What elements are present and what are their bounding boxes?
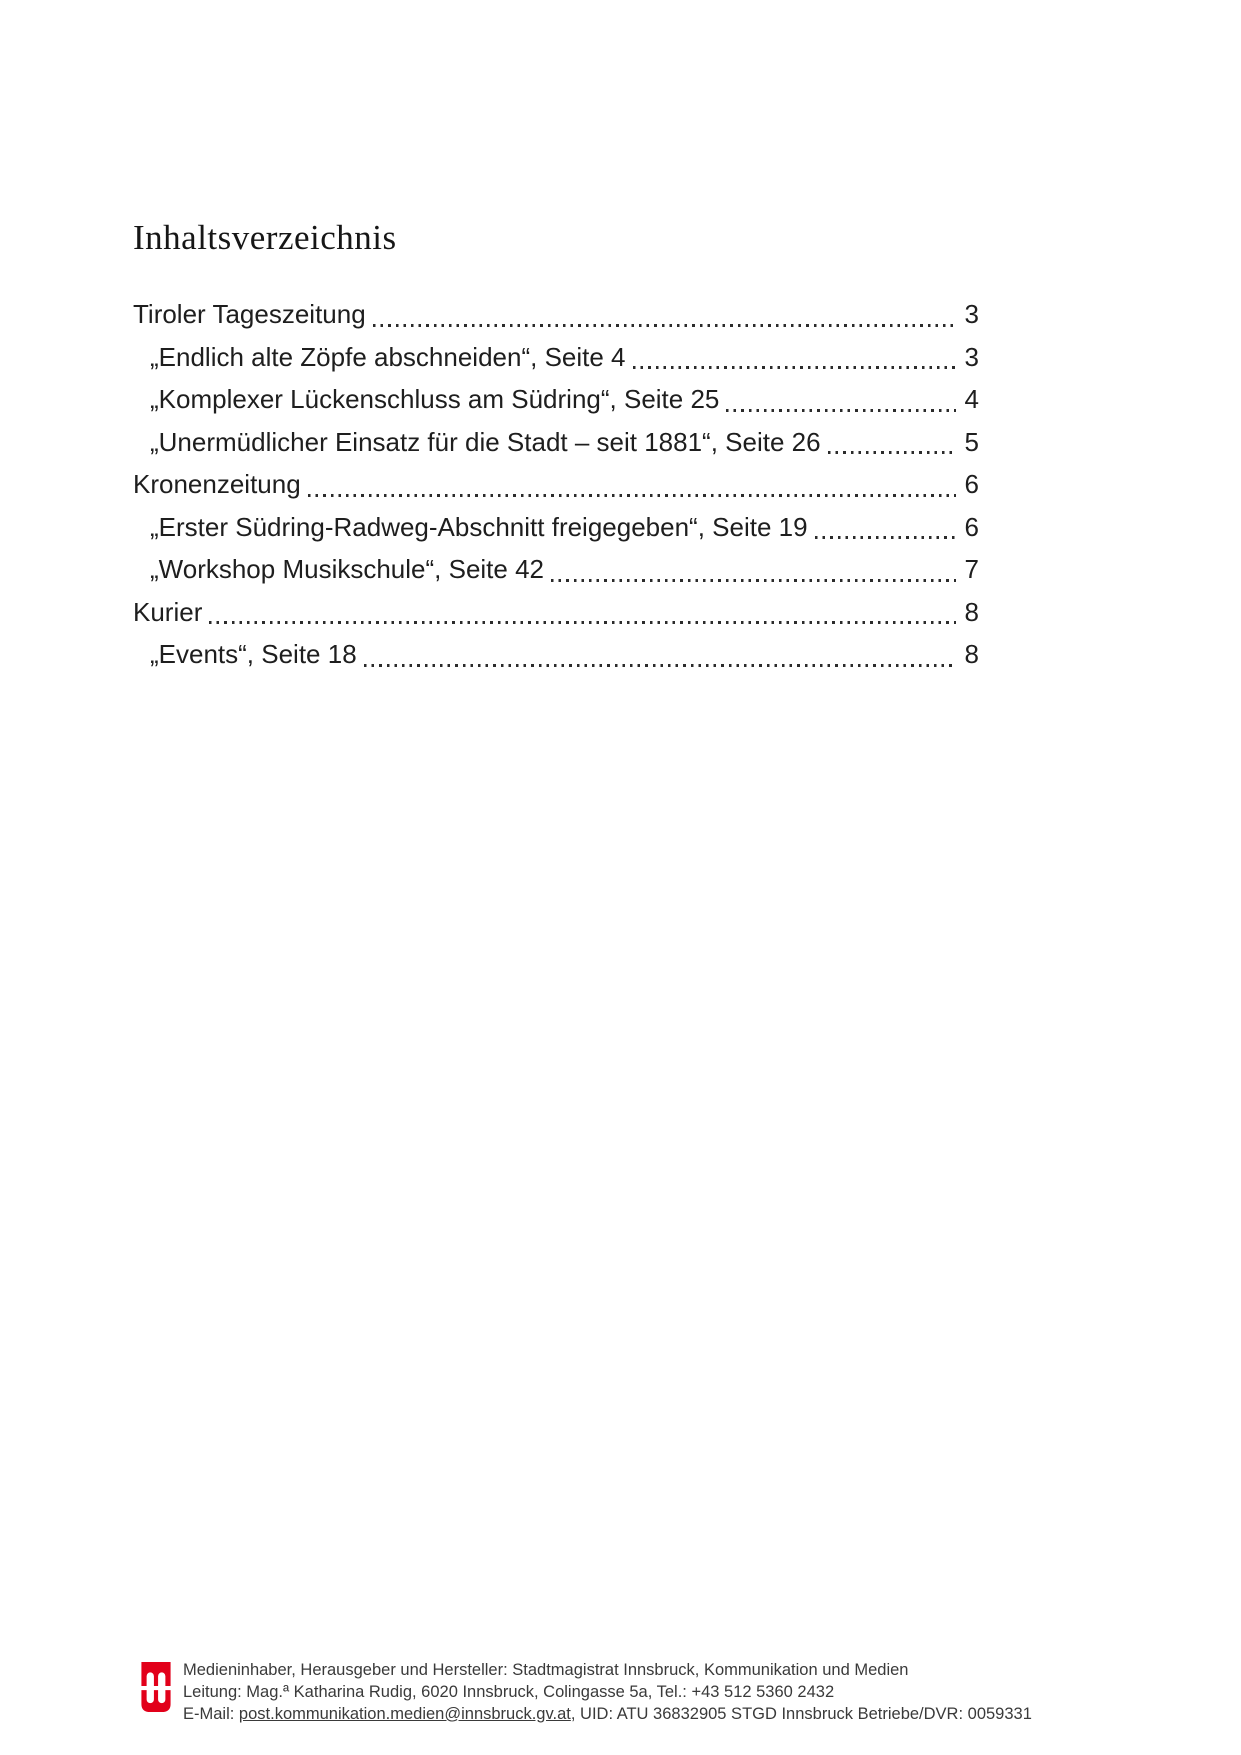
dotted-leader [551, 579, 956, 582]
dotted-leader [726, 409, 956, 412]
innsbruck-coat-of-arms-icon [141, 1662, 171, 1712]
toc-entry[interactable] [133, 506, 979, 549]
dotted-leader [364, 664, 956, 667]
toc-entry-page-number: 3 [964, 299, 979, 329]
toc-entry-label: „Komplexer Lückenschluss am Südring“, Seite 25 [150, 384, 720, 414]
toc-entry[interactable] [133, 378, 979, 421]
toc-entry-label: „Endlich alte Zöpfe abschneiden“, Seite 4 [150, 341, 626, 372]
toc-list [133, 293, 979, 676]
toc-entry[interactable] [133, 548, 979, 591]
footer-email-prefix: E-Mail: [183, 1704, 239, 1723]
toc-entry-label: „Workshop Musikschule“, Seite 42 [150, 554, 545, 584]
toc-entry-page-number: 5 [964, 426, 979, 457]
dotted-leader [308, 494, 956, 497]
toc-entry-label: „Erster Südring-Radweg-Abschnitt freigegeben“, Seite 19 [150, 511, 808, 542]
page-title: Inhaltsverzeichnis [133, 218, 397, 257]
toc-entry-page-number: 3 [964, 341, 979, 372]
toc-entry-page-number: 8 [964, 596, 979, 627]
footer-line-address: Leitung: Mag.ª Katharina Rudig, 6020 Innsbruck, Colingasse 5a, Tel.: +43 512 5360 2432 [183, 1682, 835, 1701]
toc-entry-page-number: 6 [964, 469, 979, 499]
footer-uid-text: , UID: ATU 36832905 STGD Innsbruck Betriebe/DVR: 0059331 [570, 1704, 1032, 1723]
footer-line-publisher: Medieninhaber, Herausgeber und Hersteller: Stadtmagistrat Innsbruck, Kommunikation und Medien [183, 1661, 909, 1679]
toc-entry-label: „Events“, Seite 18 [150, 639, 357, 669]
toc-entry[interactable] [133, 421, 979, 464]
toc-entry[interactable] [133, 463, 979, 506]
dotted-leader [815, 536, 956, 539]
dotted-leader [828, 451, 956, 454]
toc-entry-page-number: 7 [964, 554, 979, 584]
toc-entry-page-number: 4 [964, 384, 979, 414]
toc-entry[interactable] [133, 633, 979, 676]
toc-entry-label: Tiroler Tageszeitung [133, 299, 366, 329]
dotted-leader [373, 324, 956, 327]
toc-entry[interactable] [133, 293, 979, 336]
dotted-leader [209, 621, 956, 624]
footer-imprint [183, 1660, 1032, 1725]
email-link[interactable]: post.kommunikation.medien@innsbruck.gv.at [238, 1704, 571, 1723]
toc-entry[interactable] [133, 336, 979, 379]
toc-entry[interactable] [133, 591, 979, 634]
dotted-leader [633, 366, 956, 369]
toc-entry-label: Kurier [133, 596, 203, 627]
page-footer [141, 1660, 1032, 1725]
toc-entry-label: Kronenzeitung [133, 469, 301, 499]
toc-entry-label: „Unermüdlicher Einsatz für die Stadt – seit 1881“, Seite 26 [150, 426, 821, 457]
footer-line-contact [183, 1704, 1032, 1726]
toc-entry-page-number: 8 [964, 639, 979, 669]
toc-entry-page-number: 6 [964, 511, 979, 542]
